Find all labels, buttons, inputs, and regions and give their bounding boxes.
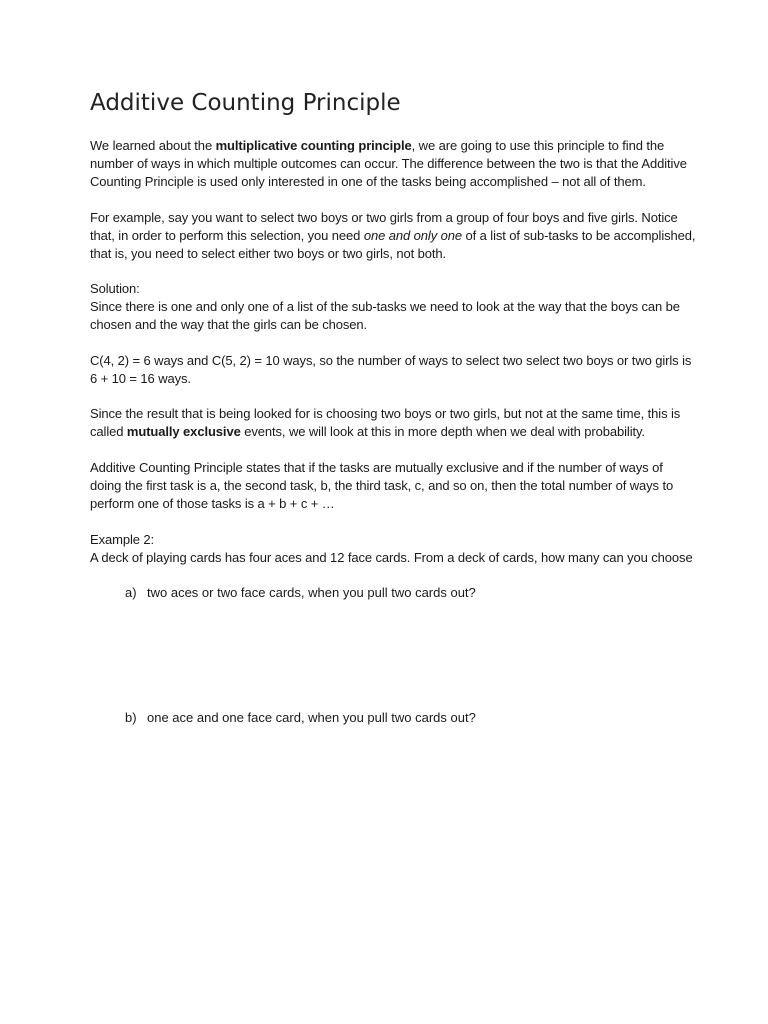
intro-paragraph (90, 137, 690, 191)
principle-paragraph (90, 459, 690, 513)
principle-line-2: doing the first task is a, the second task, b, the third task, c, and so on, then the total number of ways to (90, 478, 674, 493)
example2-paragraph (90, 531, 693, 567)
solution-line-2: chosen and the way that the girls can be chosen. (90, 317, 368, 332)
intro-line-2: number of ways in which multiple outcomes can occur. The difference between the two is that the Additive (90, 156, 687, 171)
example2-line-1: A deck of playing cards has four aces and 12 face cards. From a deck of cards, how many can you choose (90, 550, 693, 565)
exclusive-bold-term: mutually exclusive (126, 424, 241, 439)
question-b (125, 709, 476, 727)
example-paragraph (90, 209, 696, 263)
example-italic-phrase: one and only one (363, 228, 462, 243)
question-a-marker: a) (125, 585, 137, 600)
solution-heading: Solution: (90, 281, 140, 296)
intro-line-3: Counting Principle is used only interested in one of the tasks being accomplished – not all of them. (90, 174, 646, 189)
exclusive-paragraph (90, 405, 690, 441)
page-title: Additive Counting Principle (90, 90, 401, 116)
calculation-line-2: 6 + 10 = 16 ways. (90, 371, 191, 386)
solution-line-1: Since there is one and only one of a list of the sub-tasks we need to look at the way that the boys can be (90, 299, 680, 314)
exclusive-line-1: Since the result that is being looked for is choosing two boys or two girls, but not at the same time, this is (90, 406, 681, 421)
question-a (125, 584, 476, 602)
example-line-2: that, in order to perform this selection, you need one and only one of a list of sub-tasks to be accomplished, (90, 228, 696, 243)
intro-line-1: We learned about the multiplicative counting principle, we are going to use this principle to find the (90, 138, 665, 153)
principle-line-1: Additive Counting Principle states that if the tasks are mutually exclusive and if the number of ways of (90, 460, 663, 475)
solution-paragraph (90, 280, 690, 334)
example-line-3: that is, you need to select either two boys or two girls, not both. (90, 246, 447, 261)
example2-heading: Example 2: (90, 532, 155, 547)
exclusive-line-2: called mutually exclusive events, we will look at this in more depth when we deal with probability. (90, 424, 645, 439)
principle-line-3: perform one of those tasks is a + b + c + … (90, 496, 335, 511)
question-b-marker: b) (125, 710, 137, 725)
calculation-paragraph (90, 352, 690, 388)
question-b-text: one ace and one face card, when you pull two cards out? (147, 710, 476, 725)
question-a-text: two aces or two face cards, when you pull two cards out? (147, 585, 476, 600)
intro-bold-term: multiplicative counting principle (215, 138, 412, 153)
calculation-line-1: C(4, 2) = 6 ways and C(5, 2) = 10 ways, so the number of ways to select two select two boys or two girls is (90, 353, 692, 368)
example-line-1: For example, say you want to select two boys or two girls from a group of four boys and five girls. Notice (90, 210, 678, 225)
